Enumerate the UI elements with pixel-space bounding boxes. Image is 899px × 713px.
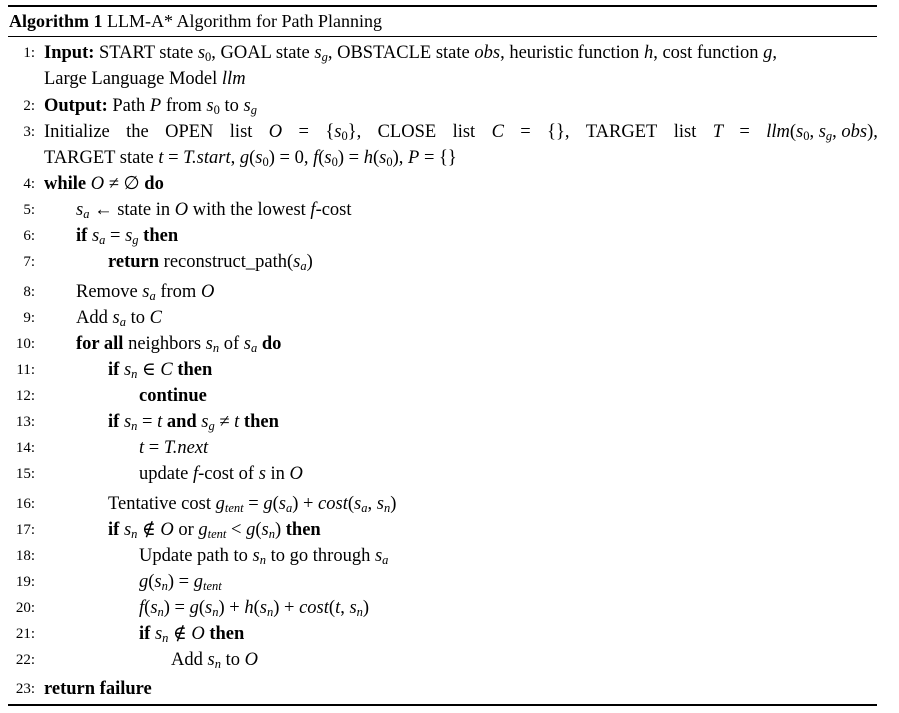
- line-content: return failure: [44, 679, 152, 699]
- algorithm-line-17: [0, 517, 899, 543]
- algorithm-line-18: [0, 543, 899, 569]
- top-rule: [8, 5, 877, 7]
- algorithm-line-4: [0, 171, 899, 197]
- line-number: 9:: [23, 310, 35, 326]
- line-content: Large Language Model llm: [44, 69, 246, 89]
- line-content: TARGET state t = T.start, $g(s_0) = 0$, $f(s_0) = h(s_0)$, P = {}: [44, 148, 457, 169]
- line-number: 2:: [23, 98, 35, 114]
- line-number: 21:: [15, 626, 35, 642]
- algorithm-line-8: [0, 279, 899, 305]
- line-content: for all neighbors $s_n$ of $s_a$ do: [76, 334, 282, 355]
- line-content: t = T.next: [139, 438, 209, 458]
- algorithm-line-2: [0, 93, 899, 119]
- algorithm-line-7: [0, 249, 899, 275]
- line-content: Add $s_a$ to C: [76, 308, 162, 329]
- algorithm-line-15: [0, 461, 899, 487]
- algorithm-line-3-cont: [0, 145, 899, 171]
- line-number: 3:: [23, 124, 35, 140]
- algorithm-line-21: [0, 621, 899, 647]
- line-content: Update path to $s_n$ to go through $s_a$: [139, 546, 389, 567]
- line-number: 10:: [15, 336, 35, 352]
- line-number: 18:: [15, 548, 35, 564]
- line-number: 19:: [15, 574, 35, 590]
- caption-title: LLM-A* Algorithm for Path Planning: [107, 11, 382, 31]
- line-content: Add $s_n$ to O: [171, 650, 258, 671]
- line-content: $g(s_n) = g_{tent}$: [139, 572, 222, 593]
- line-content: update f-cost of s in O: [139, 464, 303, 484]
- line-number: 16:: [15, 496, 35, 512]
- line-number: 14:: [15, 440, 35, 456]
- line-number: 15:: [15, 466, 35, 482]
- algorithm-line-13: [0, 409, 899, 435]
- algorithm-line-5: [0, 197, 899, 223]
- line-number: 7:: [23, 254, 35, 270]
- line-content: Initialize the OPEN list O = $\{s_0\}$, CLOSE list C = {}, TARGET list T = $llm(s_0$, $s_g$, obs),: [44, 122, 878, 143]
- line-number: 22:: [15, 652, 35, 668]
- line-content: Input: START state $s_0$, GOAL state $s_g$, OBSTACLE state obs, heuristic function h, cost function g,: [44, 43, 778, 64]
- algorithm-caption: [9, 9, 382, 33]
- algorithm-line-9: [0, 305, 899, 331]
- algorithm-line-14: [0, 435, 899, 461]
- line-number: 23:: [15, 681, 35, 697]
- algorithm-line-1-cont: [0, 66, 899, 92]
- algorithm-line-6: [0, 223, 899, 249]
- algorithm-line-20: [0, 595, 899, 621]
- line-content: Remove $s_a$ from O: [76, 282, 215, 303]
- line-content: if $s_n = t$ and $s_g \ne t$ then: [108, 412, 279, 433]
- algorithm-line-12: [0, 383, 899, 409]
- bottom-rule: [8, 704, 877, 706]
- line-number: 1:: [23, 45, 35, 61]
- line-content: $f(s_n) = g(s_n) + h(s_n) + \cos t(t$, $s_n$): [139, 598, 370, 619]
- algorithm-line-10: [0, 331, 899, 357]
- line-number: 8:: [23, 284, 35, 300]
- line-number: 13:: [15, 414, 35, 430]
- line-number: 20:: [15, 600, 35, 616]
- line-content: continue: [139, 386, 207, 406]
- line-content: if $s_n$ ∉ O then: [139, 624, 245, 645]
- algorithm-line-3: [0, 119, 899, 145]
- line-number: 11:: [16, 362, 35, 378]
- caption-rule: [8, 36, 877, 37]
- algorithm-line-23: [0, 676, 899, 702]
- algorithm-line-22: [0, 647, 899, 673]
- line-number: 4:: [23, 176, 35, 192]
- algorithm-line-16: [0, 491, 899, 517]
- algorithm-line-1: [0, 40, 899, 66]
- line-number: 17:: [15, 522, 35, 538]
- line-content: Output: Path P from $s_0$ to $s_g$: [44, 96, 257, 117]
- line-content: return $reconstruct\_path(s_a)$: [108, 252, 313, 273]
- caption-label: Algorithm 1: [9, 11, 103, 31]
- algorithm-line-19: [0, 569, 899, 595]
- line-number: 6:: [23, 228, 35, 244]
- line-number: 12:: [15, 388, 35, 404]
- line-content: if $s_n$ ∈ C then: [108, 360, 213, 381]
- line-content: Tentative cost $g_{tent} = g(s_a) + \cos t(s_a$, $s_n$): [108, 494, 397, 515]
- line-content: if $s_n$ ∉ O or $g_{tent} < g(s_n)$ then: [108, 520, 321, 541]
- line-content: while O ≠ ∅ do: [44, 174, 164, 194]
- line-number: 5:: [23, 202, 35, 218]
- line-content: if $s_a = s_g$ then: [76, 226, 179, 247]
- algorithm-line-11: [0, 357, 899, 383]
- line-content: $s_a$ ← state in O with the lowest f-cost: [76, 200, 352, 221]
